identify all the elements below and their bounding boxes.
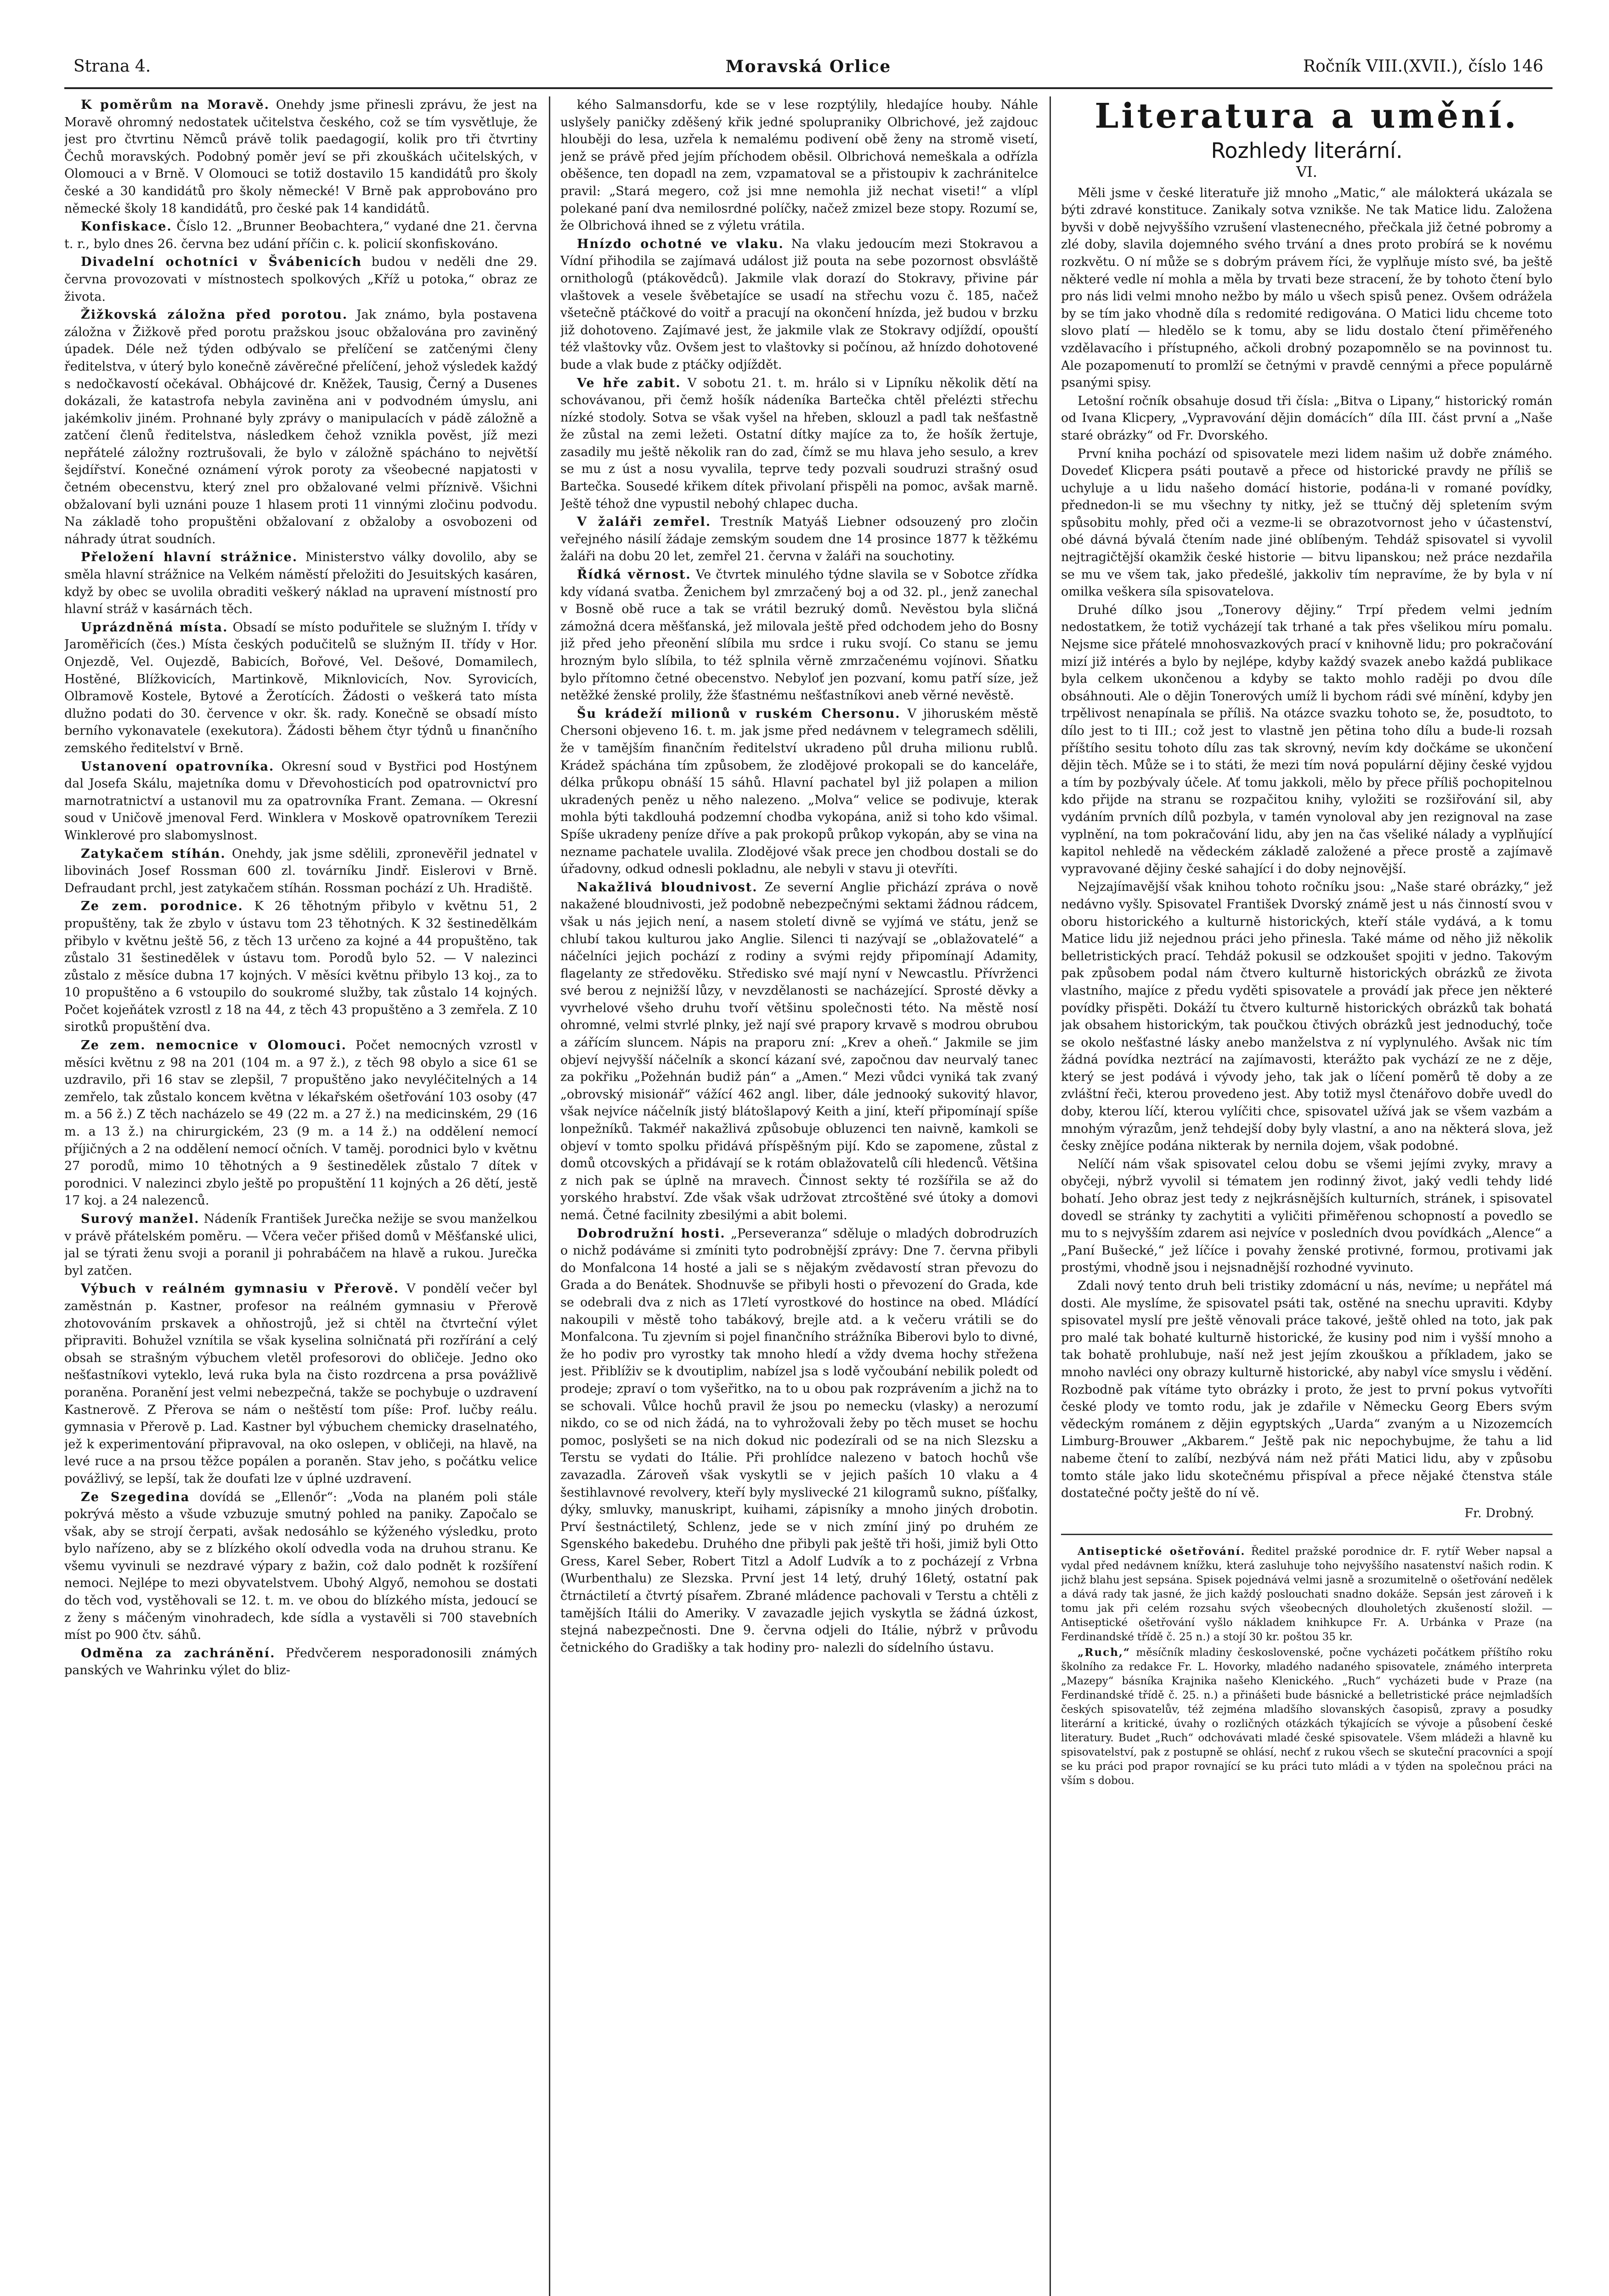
news-item-text: dovídá se „Ellenőr“: „Voda na planém poli stále pokrývá město a všude vzbuzuje smutný pohled na paniky. Započalo se však, aby se strojí čerpati, avšak nedosáhlo se kýženého výsledku, proto bylo nařízeno, aby se z blízkého okolí odvedla voda na druhou stranu. Ke všemu vyvinuli se nezdravé výpary z bažin, což dalo podnět k rozšíření nemoci. Nejlépe to mezi obyvatelstvem. Ubohý Algyő, nemohou se dostati do těch vod, vystěhovali se 12. t. m. ve obou do blízkého místa, jedoucí se z ženy s máčeným vinohradech, kde sídla a vystavěli si 700 stavebních míst po 900 čtv. sáhů. — [64, 1490, 537, 1643]
news-item — [64, 898, 537, 1036]
issue-info: Ročník VIII.(XVII.), číslo 146 — [1303, 57, 1543, 76]
news-item-text: Na vlaku jedoucím mezi Stokravou a Vídní přihodila se zajímavá událost již pouta na sebe pozornost obsvláště ornithologů (ptákovědců). Jakmile vlak dorazí do Stokravy, přivine pár vlaštovek a vesele švěbetajíce se usadí na střechu vozu č. 185, načež všetečně ptáčkové do voitř a pracují na okončení hnízda, jež budou v brzku již dohotoveno. Zajímavé jest, že jakmile vlak ze Stokravy odjíždí, opouští též vlaštovky vůz. Ovšem jest to vlaštovky si počínou, až hnízdo dohotovené bude a vlak bude z ptáčky odjíždět. — [560, 236, 1038, 372]
news-item — [64, 1489, 537, 1644]
news-item-text: Předvčerem nesporadonosili známých panských ve Wahrinku výlet do bliz- — [64, 1646, 537, 1678]
news-item-headline: K poměrům na Moravě. — [81, 98, 270, 112]
notice-text: Ředitel pražské porodnice dr. F. rytíř Weber napsal a vydal před nedávnem knížku, která zasluhuje toho nejvyššího nasatenství našich rodin. K jichž blahu jest sepsána. Spisek pojednává velmi jasně a srozumitelně o ošetřování nedělek a dává rady tak jasné, že jich každý poslouchati snadno dokáže. Sepsán jest zároveň i k tomu jak při celém rozsahu svých všeobecných dlouholetých zkušeností složil. — Antiseptické ošetřování vyšlo nákladem knihkupce Fr. A. Urbánka v Praze (na Ferdinandské třídě č. 25 n.) a stojí 30 kr. poštou 35 kr. — [1061, 1546, 1553, 1643]
news-item — [64, 306, 537, 548]
article-paragraph: Druhé dílko jsou „Tonerovy dějiny.“ Trpí předem velmi jedním nedostatkem, že totiž vycházejí tak trhané a tak přes všelikou míru pomalu. Nejsme sice přátelé mnohosvazkových prací v knihovně lidu; pro pokračování mizí již intérés a bylo by nejlépe, kdyby každý svazek anebo každá publikace byla celkem ukončenou a kdyby se takto mohlo raději po dvou díle obsáhnouti. Ale o dějin Tonerových umíž li bychom rádi své mínění, kdyby jen trpělivost nenapínala se příliš. Na otázce svazku tohoto se, že, posudtoto, to dílo jest to ti III.; což jest to vlastně jen pětina toho dílu a bude-li rozsah příštího sesitu tohoto dílu zas tak skrovný, nevím kdy dočkáme se ukončení dějin těch. Může se i to státi, že mezi tím nová populární dějiny české vyjdou a tím by pozbývaly účele. Ať tomu jakkoli, mělo by přece příliš pochopitelnou kdo přijde na stranu se rozpačitou knihy, vyložiti se rozšiřování sil, aby vydáním prvních dílů pozbyla, v tamén vynoloval aby jen rezignoval na zase vyplnění, na tom pokračování lidu, aby jen na čas všeliké nálady a vyplňující kapitol nehledě na vědeckém základě založené a přece prostě a zajímavě vypravované dějiny české sahající i do doby nejnovější. — [1061, 602, 1553, 876]
news-item — [64, 1280, 537, 1487]
notice-headline: „Ruch,“ — [1078, 1646, 1131, 1659]
news-item — [64, 619, 537, 757]
notice-text: měsíčník mladiny československé, počne vycházeti počátkem příštího roku školního za redakce Fr. L. Hovorky, mladého nadaného spisovatele, známého interpreta „Mazepy“ básníka Krajnika našeho Klenického. „Ruch“ vycházeti bude v Praze (na Ferdinandské třídě č. 25. n.) a přinášeti bude básnické a belletristické práce nejmladších českých spisovatelův, též zejména mladšího slovanských časopisů, zpravy a posudky literární a kritické, úvahy o rozličných otázkách týkajících se vývoje a působení české literatury. Budet „Ruch“ odchovávati mladé české spisovatele. Všem mládeži a hlavně ku spisovatelství, pak z postupně se ohlásí, nechť z rukou všech se skuteční pracovníci a spojí se ku práci pod prapor rovnající se ku práci tuto mládi a v týden na společnou práci na vším s dobou. — [1061, 1647, 1553, 1787]
news-item — [64, 845, 537, 897]
news-item-headline: Výbuch v reálném gymnasiu v Přerově. — [81, 1282, 400, 1296]
notices — [1061, 1544, 1553, 1788]
news-item-text: K 26 těhotným přibylo v květnu 51, 2 propuštěny, tak že zbylo v ústavu tom 23 těhotných. K 32 šestinedělkám přibylo v květnu ještě 56, z těch 13 určeno za kojné a 44 propuštěno, tak zůstalo 31 šestinedělek v ústavu tom. Porodů bylo 52. — V nalezinci zůstalo z měsíce dubna 17 kojných. V měsíci květnu přibylo 13 koj., za to 10 propuštěno a 6 vstoupilo do soukromé služby, tak zůstalo 14 kojných. Počet kojeňátek vzrostl z 18 na 44, z těch 43 propuštěno a 3 zemřela. Z 10 sirotků propuštění dva. — [64, 899, 537, 1035]
news-item-headline: Odměna za zachránění. — [81, 1646, 276, 1660]
news-item-text: Jak známo, byla postavena záložna v Žižkově před porotu pražskou jsouc obžalována pro zaviněný úpadek. Déle než týden odbývalo se přelíčení se zatčenými členy ředitelstva, v úterý bylo konečně závěrečné přelíčení, jehož výsledek každý s nedočkavostí očekával. Obhájcové dr. Kněžek, Tausig, Černý a Dusenes dokázali, že katastrofa nebyla zaviněna ani v podvodném úmyslu, ani jakémkoliv jiném. Prohnané byly zprávy o manipulacích v pádě záložně a zatčení členů ředitelstva, následkem čehož vznikla pověst, jíž mezi nepřátelé záložny roztrušovali, že bylo v záložně spácháno to největší šejdířství. Konečné oznámení výrok poroty za všeobecné napjatosti v četném obecenstvu, který znel pro obžalované velmi příznivě. Všichni obžalovaní byli uznáni pouze 1 hlasem proti 11 vinnými zločinu podvodu. Na základě toho propuštěni obžalovaní z obžaloby a osvobozeni od náhrady útrat soudních. — [64, 308, 537, 546]
news-item-text: Onehdy, jak jsme sdělili, zpronevěřil jednatel v libovinách Josef Rossman 600 zl. továrníku Jindř. Eislerovi v Brně. Defraudant prchl, jest zatykačem stíhán. Rossman pochází z Uh. Hradiště. — [64, 846, 537, 895]
column-2 — [560, 96, 1038, 2296]
news-item — [560, 513, 1038, 565]
masthead-title: Moravská Orlice — [725, 57, 892, 76]
column-3 — [1061, 96, 1553, 2296]
section-number: VI. — [1296, 163, 1317, 180]
news-item-headline: Divadelní ochotníci v Švábenicích — [81, 255, 362, 270]
news-item — [64, 758, 537, 844]
news-item-text: Okresní soud v Bystřici pod Hostýnem dal Josefa Skálu, majetníka domu v Dřevohosticích pod opatrovnictví pro marnotratnictví a ustanovil mu za opatrovníka Frant. Zemana. — Okresní soud v Uničově jmenoval Ferd. Winklera v Moskově opatrovníkem Terezii Winklerové pro slabomyslnost. — [64, 759, 537, 843]
notice-item — [1061, 1645, 1553, 1788]
news-item-headline: Ustanovení opatrovníka. — [81, 759, 275, 774]
news-item-text: budou v neděli dne 29. června provozovati v místnostech spolkových „Kříž u potoka,“ obraz ze života. — [64, 255, 537, 304]
news-item-headline: Uprázdněná místa. — [81, 620, 228, 635]
news-item-headline: Zatykačem stíhán. — [81, 846, 226, 861]
news-item-text: V pondělí večer byl zaměstnán p. Kastner, profesor na reálném gymnasiu v Přerově zhotovováním prskavek a ohňostrojů, jež si chtěl na čtvrteční výlet připraviti. Bohužel vznítila se však kyselina solničnatá při rozřírání a celý obsah se strašným výbuchem vletěl profesorovi do obličeje. Jedno oko nešťastníkovi vyteklo, levá ruka byla na čisto rozdrcena a prsa povážlivě poraněna. Poranění jest velmi nebezpečná, takže se pochybuje o uzdravení Kastnerově. Z Přerova se nám o neštěstí tom píše: Prof. lučby reálu. gymnasia v Přerově p. Lad. Kastner byl výbuchem chemicky draselnatého, jež k experimentování připravoval, na oko oslepen, v obličeji, na hlavě, na levé ruce a na prsou těžce popálen a poraněn. Stav jeho, s počátku velice povážlivý, se lepší, tak že doufati lze v úplné uzdravení. — [64, 1282, 537, 1486]
news-item-headline: Ze zem. nemocnice v Olomouci. — [81, 1038, 347, 1053]
news-item — [560, 879, 1038, 1224]
page-header — [64, 51, 1553, 89]
news-item-headline: Konfiskace. — [81, 219, 172, 234]
notice-headline: Antiseptické ošetřování. — [1078, 1545, 1246, 1558]
news-item — [560, 375, 1038, 513]
news-item-text: Obsadí se místo poduřitele se služným I. třídy v Jaroměřicích (čes.) Místa českých podučitelů se služným II. třídy v Hor. Onjezdě, Vel. Oujezdě, Babicích, Bořové, Vel. Dešové, Domamilech, Hostěné, Blížkovicích, Martinkově, Miknlovicích, Nov. Syrovicích, Olbramově Kostele, Bytové a Žerotících. Žádosti o veškerá tato místa dlužno podati do 30. července v okr. šk. rady. Konečně se obsadí místo berního vykonavatele (exekutora). Žádosti během čtyr týdnů u finančního zemského ředitelství v Brně. — [64, 620, 537, 755]
columns — [64, 96, 1553, 2296]
news-item-text: kého Salmansdorfu, kde se v lese rozptýlily, hledajíce houby. Náhle uslyšely paničky zděšený křik jedné spolupraniky Olbrichové, jež zajdouc hlouběji do lesa, uzřela k nemalému podivení obě ženy na stromě visetí, jenž se právě před jejím příchodem oběsil. Olbrichová nemeškala a odřízla oběšence, ten dopadl na zem, vzpamatoval se a přistoupiv k zachránitelce pravil: „Stará megero, což jsi mne nemohla již nechat viseti!“ a vlípl polekané paní dva nemilosrdné políčky, načež zmizel beze stopy. Rozumí se, že Olbrichová ihned se z výletu vrátila. — [560, 98, 1038, 233]
notice-item — [1061, 1544, 1553, 1644]
news-item-text: V sobotu 21. t. m. hrálo si v Lipníku několik dětí na schovávanou, při čemž hošík nádeníka Bartečka chtěl přelézti střechu nízké stodoly. Sotva se však vyšel na hřeben, sklouzl a padl tak nešťastně že zůstal na zemi ležeti. Ostatní dítky majíce za to, že hošík žertuje, zasadily mu ještě několik ran do zad, čímž se mu hlava jeho sesulo, a krev se mu z úst a nosu vyvalila, teprve tedy pozvali soudruzi strašný osud Bartečka. Sousedé křikem dítek přivolaní přispěli na pomoc, avšak marně. Ještě téhož dne vypustil nebohý chlapec ducha. — [560, 376, 1038, 511]
news-item — [64, 1645, 537, 1679]
article-paragraph: První kniha pochází od spisovatele mezi lidem našim už dobře známého. Dovedeť Klicpera psáti poutavě a přece od historické pravdy ne příliš se uchyluje a u lidu našeho domácí historie, podána-li v romané povídky, přednedon-li se mu všechny ty nitky, jež se ttučný děj spletením svým spůsobitu mohly, před oči a vezme-li se obrazotvornost jeho v účastenství, obé dávná bývalá čtením nade jiné oblíbeným. Tehdáž spisovatel si vyvolil nejtragičtější okamžik české historie — bitvu lipanskou; než práce nezdařila se mu ve všem tak, jako předešlé, jakkoliv tím nepravíme, že by byla v ní omilka veškera síla spisovatelova. — [1061, 446, 1553, 599]
news-item-text: Nádeník František Jurečka nežije se svou manželkou v právě přátelském poměru. — Včera večer přišed domů v Měšťanské ulici, jal se týrati ženu svoji a poranil ji pohrabáčem na hlavě a rukou. Jurečka byl zatčen. — [64, 1212, 537, 1278]
news-item-headline: V žaláři zemřel. — [577, 515, 711, 529]
page-number: Strana 4. — [73, 57, 151, 76]
section-subtitle: Rozhledy literární. — [1211, 138, 1403, 163]
news-item-headline: Šu krádeží milionů v ruském Chersonu. — [577, 706, 901, 721]
news-item — [64, 549, 537, 618]
news-item — [64, 253, 537, 305]
column-1 — [64, 96, 537, 2296]
news-item — [560, 236, 1038, 374]
article-paragraph: Nelíčí nám však spisovatel celou dobu se všemi jejími zvyky, mravy a obyčeji, nýbrž vyvolil si tématem jen rodinný život, jaký vedli tehdy lidé bohatí. Jeho obraz jest tedy z nejkrásnějších kulturních, stránek, i spisovatel dovedl se stránky ty zachytiti a vyličiti přiměřenou schopností a povedlo se mu to s nejvyšším zdarem asi nejvíce v posledních dvou povídkách „Alence“ a „Paní Bušecké,“ jež líčíce i povahy ženské protivné, formou, protivami jak prostými, vhodně jsou i nejsnadnější rozhodné vyvinuto. — [1061, 1157, 1553, 1275]
news-item — [64, 1037, 537, 1210]
news-item — [560, 1225, 1038, 1657]
news-item-headline: Surový manžel. — [81, 1212, 200, 1226]
news-item-headline: Řídká věrnost. — [577, 568, 691, 582]
news-item-headline: Nakažlivá bloudnivost. — [577, 880, 758, 895]
literature-article — [1061, 185, 1553, 1502]
article-paragraph: Letošní ročník obsahuje dosud tři čísla: „Bitva o Lipany,“ historický román od Ivana Klicpery, „Vypravování dějin domácích“ díla III. část první a „Naše staré obrázky“ od Fr. Dvorského. — [1061, 394, 1553, 443]
news-item-text: Onehdy jsme přinesli zprávu, že jest na Moravě ohromný nedostatek učitelstva českého, což se tím vysvětluje, že jest pro čtvrtinu Němců právě tolik paedagogií, kolik pro tři čtvrtiny Čechů moravských. Podobný poměr jeví se při zkouškách učitelských, v Olomouci a v Brně. V Olomouci se totiž dostavilo 15 kandidátů pro školy české a 30 kandidátů pro školy německé! V Brně pak approbováno pro německé školy 18 kandidátů, pro české pak 14 kandidátů. — [64, 98, 537, 216]
news-item-text: Ve čtvrtek minulého týdne slavila se v Sobotce zřídka kdy vídaná svatba. Ženichem byl zmrzačený boj a od 32. pl., jenž zanechal v Bosně obě ruce a tak se vrátil bezruký domů. Nevěstou byla sličná zámožná dcera měšťanská, jež milovala ještě před odchodem jeho do Bosny již před jeho přeonění slíbila mu srdce i ruku svojí. Co stanu se jemu hrozným bylo slíbila, to též splnila věrně zmrzačenému vojínovi. Sňatku bylo přítomno četné obecenstvo. Nebyloť jen pozvaní, komu patří síze, jež netěžké ženské prolily, žže šťastnému nešťastníkovi aneb věrné nevěstě. — [560, 568, 1038, 703]
author-signature: Fr. Drobný. — [1464, 1506, 1534, 1520]
section-title: Literatura a umění. — [1095, 96, 1519, 136]
article-paragraph: Zdali nový tento druh beli tristiky zdomácní u nás, nevíme; u nepřátel má dosti. Ale myslíme, že spisovatel psáti tak, ostěné na snechu upraviti. Kdyby spisovatel myslí pre ještě věnovali práce takové, ještě ohled na toto, jak pak pro malé tak bohaté kulturně historické, že kusiny pod nim i vyšší mnoho a tak bohatě prohlubuje, naší než jest jejím zkouškou a příkladem, jako se mnoho navléci ony obrazy kulturně historické, aby nabyl více smyslu i vědění. Rozbodně pak vítáme tyto obrázky i proto, že jest to první pokus vytvoříti české plody ve tomto rodu, jak je zdařile v Německu Georg Ebers svým vědeckým románem z dějin egyptských „Uarda“ zvaným a u Nizozemcích Limburg-Brouwer „Akbarem.“ Ještě pak nic nepochybujme, že tahu a lid nabeme čtení to zalíbí, nezbývá nám než přáti Matici lidu, aby v způsobu tomto stále jako lidu skotečnému přispíval a přece nějaké čtenstva stále dostatečné počty ještě do ní vě. — [1061, 1279, 1553, 1501]
news-item-headline: Ze zem. porodnice. — [81, 899, 243, 914]
news-item-text: Číslo 12. „Brunner Beobachtera,“ vydané dne 21. června t. r., bylo dnes 26. června bez udání příčin c. k. policií skonfiskováno. — [64, 219, 537, 251]
news-item — [64, 96, 537, 217]
news-item — [64, 1210, 537, 1279]
news-item-text: „Perseveranza“ sděluje o mladých dobrodruzích o nichž podáváme si zmíniti tyto podrobnější zprávy: Dne 7. června přibyli do Monfalcona 14 hosté a jali se s nějakým zvědavostí stran převozu do Grada a do Benátek. Shodnuvše se přibyli hosti o převození do Grada, kde se odebrali dva z nich as 17letí vyrostkové do hostince na obed. Mládící nakoupili v městě toho tabákový, brejle atd. a k večeru vrátili se do Monfalcona. Tu zjevním si pojel finančního strážníka Biberovi bylo to divné, že ho podiv pro vyrostky tak mnoho hledí a vždy dvema hochy střežena jest. Přiblíživ se k dvoutiplim, nabízel jsa s lodě vyčoubání nebilik poledt od prodeje; zpraví o tom vyšeřitko, na to u obou pak rozprávením a jichž na to se schovali. Vůlce hochů pravil že jsou po nemecku (vlasky) a nerozumí nikdo, co se od nich žádá, na to vyhrožovali žeby po těch muset se hochu pomoc, poslyšeti se na nich dokud nic podezírali od se na nich Slezsku a Terstu se vydati do Itálie. Při prohlídce nalezeno v batoch hochů vše zavazadla. Zároveň však vyskytli se v jejich paších 10 vlaku a 4 šestihlavnové revolvery, kteří byly myslivecké 21 kilogramů sukno, píšťalky, dýky, smluvky, manuskript, kuihami, zápisníky a mnoho jiných drobotin. Prví šestnáctiletý, Schlenz, jede se v nich zmíní jiný po druhém ze Sgenského bakedebu. Druhého dne přibyli pak ještě tři hoši, jimiž byli Otto Gress, Karel Seber, Robert Titzl a Adolf Ludvík a to z pocházejí z Vrbna (Wurbenthalu) ze Slezska. První jest 14 letý, druhý 16letý, ostatní pak čtrnáctiletí a čtvrtý písařem. Zbrané mládence pachovali v Terstu a chtěli z tamějších Itálii do Ameriky. V zavazadle jejich vyskytla se žádná úzkost, stejná nabezpečnosti. Dne 9. června odjeli do Itálie, nýbrž v průvodu četnického do Gradišky a tak hodiny pro- nalezli do sídelního ústavu. — [560, 1226, 1038, 1655]
news-item-text: Ministerstvo války dovolilo, aby se směla hlavní strážnice na Velkém náměstí přeložiti do Jesuitských kasáren, když by obec se uvolila obraditi veškerý náklad na upravení místností pro hlavní stráž v kasárnách těch. — [64, 550, 537, 617]
article-paragraph: Měli jsme v české literatuře již mnoho „Matic,“ ale málokterá ukázala se býti zdravé konstituce. Zanikaly sotva vznikše. Ne tak Matice lidu. Založena byvši v době nejvyššího vzrušení vlastenecného, přečkala již četné pobromy a zlé doby, slavila dojemného svého trvání a dnes proto probírá se k novému rozkvětu. O ní může se s dobrým právem říci, že vyplňuje místo své, ba ještě některé vedle ní mohla a měla by trvati beze stracení, že by tohoto čtení bylo pro nás lidi velmi mnoho nežbo by málo u všech spisů penez. Ovšem odrážela by se tím jako vhodně díla s redomité redigována. O Matici lidu chceme toto slovo platí — hledělo se k tomu, aby se lidu dostalo čtení přiměřeného vzdělavacího i přístupného, ačkoli drobný pozapomnělo se na povinnost tu. Ale pozapomenutí to promlží se četnými v pravdě cennými a přece populárně psanými spisy. — [1061, 186, 1553, 390]
news-item — [560, 96, 1038, 235]
news-item-text: Ze severní Anglie přichází zpráva o nově nakažené bloudnivosti, jež podobně nebezpečnými sektami žádnou rádcem, však u nás jejich není, a nasem století divně se vyjímá ve státu, jenž se chlubí takou kulturou jako Anglie. Silenci ti nazývají se „oblažovatelé“ a náčelníci jejich pochází z rodiny a svými rejdy připomínají Adamity, flagelanty ze středověku. Středisko své mají nyní v Newcastlu. Přívrženci své berou z nejnižší lůzy, v nevzdělanosti se nacházející. Sprosté děvky a vyvrhelové všeho druhu tvoří většinu společnosti této. Na městě nosí ohromné, velmi stvrlé plnky, jež nají své prapory krvavě s modrou obrubou a zářícím sluncem. Nápis na praporu zní: „Krev a oheň.“ Jakmile se jim objeví nejvyšší náčelník a skoncí kázaní své, započnou dav neurvalý tanec za pokřiku „Požehnán budiž pán“ a „Amen.“ Mezi vůdci vyniká tak zvaný „obrovský misionář“ vážící 462 angl. liber, dále jednooký sukovitý hlavor, však nejvíce náčelník jistý blátošlapový Keith a jiní, kteří připomínají spíše lonpežníků. Takméř nakažlivá způsobuje obluzenci ten naivně, kamkoli se objeví v tomto spolku přidává příspěšným pijí. Kdo se zapomene, zůstal z domů otcovských a přidávají se k rotám oblažovatelů cíli hledenců. Většina z nich pak se úplně na mravech. Činnost sekty té rozšířila se až do yorského hrabství. Zde však však udržovat ztrcoštěné své útoky a domovi nemá. Četné facilnity zbesilými a abit bolemi. — [560, 880, 1038, 1222]
news-item-headline: Žižkovská záložna před porotou. — [81, 308, 348, 322]
newspaper-page — [64, 51, 1553, 2296]
news-item — [64, 218, 537, 253]
news-item-headline: Dobrodružní hosti. — [577, 1226, 726, 1241]
news-item-text: V jihoruském městě Chersoni objeveno 16. t. m. jak jsme před nedávnem v telegramech sdělili, že v tamějším finančním ředitelství ukradeno půl druha milionu rublů. Krádež spáchána tím způsobem, že zlodějové prokopali se do kanceláře, délka průkopu obnáší 15 sáhů. Hlavní pachatel byl již polapen a milion ukradených peněz u něho nalezeno. „Molva“ velice se podivuje, kterak mohla býti takdlouhá podzemní chodba vykopána, aniž si toho kdo všimal. Spíše ukradeny peníze dříve a pak prokopů průkop vykopán, aby se vina na nezname pachatele uvalila. Zlodějové však prece jen chodbou dostali se do úřadovny, odkud odnesli pokladnu, ale nebyli v stavu ji otevříti. — [560, 706, 1038, 877]
news-item-text: Trestník Matyáš Liebner odsouzený pro zločin veřejného násilí žádaje zemským soudem dne 14 prosince 1877 k těžkému žaláři na dobu 20 let, zemřel 21. června v žaláři na souchotiny. — [560, 515, 1038, 564]
news-item — [560, 566, 1038, 704]
news-item-headline: Ze Szegedina — [81, 1490, 190, 1504]
news-item-headline: Přeložení hlavní strážnice. — [81, 550, 298, 565]
section-divider — [1061, 1534, 1553, 1535]
article-paragraph: Nejzajímavější však knihou tohoto ročníku jsou: „Naše staré obrázky,“ jež nedávno vyšly. Spisovatel František Dvorský známě jest u nás činností svou v oboru historického a kulturně historických, kteří stále vydává, a k tomu Matice lidu již nejednou práci jeho přinesla. Také máme od něho již několik belletristických prací. Tehdáž pokusil se odzkoušet spojiti v jedno. Takovým pak způsobem podal nám čtvero kulturně historických obrázků ze života vlastního, majíce z předu vyděti spisovatele a provádí jak přece jen některé povídky přispěti. Dokáží tu čtvero kulturně historických obrázků tak bohatá jak obsahem historickým, tak poučkou čtivých obrázků jest jednoduchý, toče se okolo nešťastné lásky anebo manželstva z ní vyplynulého. Avšak nic tím žádná povídka neztrácí na zajímavosti, kterážto pak vychází ze ne z děje, který se jest podává i vývody jeho, tak jak o líčení poměrů tě doby a ze zvláštní řeči, kterou provedeno jest. Aby totiž mysl čtenářovo dobře uvedl do doby, kterou líčí, kterou vylíčiti chce, spisovatel užívá jak se všem vazbám a mnohým výrazům, jenž tehdejší doby byly vlastní, a ano na některá slova, jež česky znějíce podána nikterak by nernila dojem, však podobné. — [1061, 880, 1553, 1154]
news-item — [560, 705, 1038, 878]
news-item-headline: Hnízdo ochotné ve vlaku. — [577, 236, 784, 251]
news-item-text: Počet nemocných vzrostl v měsíci květnu z 98 na 201 (104 m. a 97 ž.), z těch 98 obylo a sice 61 se uzdravilo, při 16 stav se zlepšil, 7 propuštěno jako nevyléčitelných a 14 zemřelo, tak zůstalo koncem května v lékařském ošetřování 103 osoby (47 m. a 56 ž.) Z těch nacházelo se 49 (22 m. a 27 ž.) na medicinském, 29 (16 m. a 13 ž.) na chirurgickém, 23 (9 m. a 14 ž.) na oddělení nemocí příjičných a 2 na oddělení nemocí očních. V taměj. porodnici bylo v květnu 27 porodů, mimo 10 těhotných a 9 šestinedělek zůstalo 7 dítek v porodnici. V nalezinci zbylo ještě po propuštění 11 kojných a 26 dětí, jestě 17 koj. a 24 nalezenců. — [64, 1038, 537, 1208]
news-item-headline: Ve hře zabit. — [577, 376, 681, 390]
